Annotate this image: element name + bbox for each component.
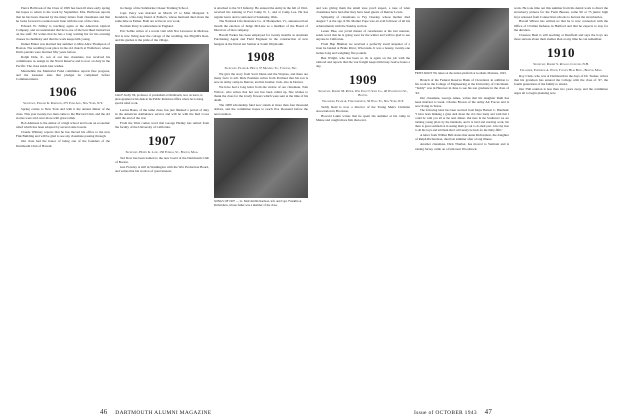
- paragraph: Ben Wright, who has been so ill, is again on the job with the railroad and reports that the war freight keeps him busy twelve hours a day.: [316, 55, 410, 69]
- left-column-2: [115, 6, 209, 400]
- paragraph: Lester Pike, our jovial master of ceremonies at the last reunion, sends word that he is going west for the winter and will be glad to see anyone in California.: [316, 28, 410, 42]
- class-year-heading: 1909: [349, 71, 377, 87]
- paragraph: Teddy Reid is now a director of the Young Men's Christian Association in Brockton.: [316, 104, 410, 113]
- paragraph: Another classmate, Dick Thurber, has moved to Vermont and is raising Jersey cattle on a farm near Woodstock.: [415, 142, 509, 151]
- paragraph: Edward W. Nibley is teaching again at the American Optical Company, and we understand that he is one of the best liked instructors on the staff. Ed writes that he has a long waiting list for his evening classes in chemistry and that the work keeps him young.: [16, 23, 110, 41]
- running-footer: DARTMOUTH ALUMNI MAGAZINE: [115, 410, 212, 416]
- paragraph: From Hap Hinman we received a perfectly swell snapshot of a trout he landed at Brule River, Wisconsin. It was a beauty, twenty-one inches long and weighing five pounds.: [316, 42, 410, 55]
- page-number: 46: [100, 408, 108, 416]
- photo-caption: John F. Kelly '06, professor of journalism at Dartmouth, now on leave, is photographed at his desk in the Public Relations Office where he is doing special relief work.: [115, 93, 204, 105]
- paragraph: From the West comes word that George Hadley has retired from the faculty of the University of California.: [115, 121, 209, 130]
- paragraph: Bob Atkinson is the author of a high school text book on economic relief which has been adopted by several state boards.: [16, 120, 110, 130]
- photo-caption: FRITZ ROOT '09, taken on the station platform at Gorham, Montana, 1943.: [415, 71, 507, 75]
- paragraph: Our 35th reunion is less than two years away, and the committee urges all to begin planning now.: [514, 87, 608, 96]
- col1-top-text: [16, 6, 110, 81]
- paragraph: Capt. Perry was married on March 27 to Miss Margaret T. Kendrick, a life-long friend of Esther's, whose husband died about the same time as Esther. Both are active in war work.: [115, 10, 209, 24]
- paragraph: Roy Clark, who was at Dartmouth in the days of Dr. Tucker, writes that his grandson has entered the College with the class of '47, the fourth generation of the family to attend.: [514, 73, 608, 87]
- paragraph: Eric Seible writes of a recent visit with Nat Lawrence in Melrose. Nat is now living near the cottage of the wedding, the Pilgrim's Rest, and his garden is the pride of the village.: [115, 29, 209, 42]
- paragraph: Our classmate, George Ames, writes that his daughter Ruth has been married to Lieut. Charles Brown of the Army Air Forces and is now living in Texas.: [415, 95, 509, 109]
- class-treasurer: Treasurer, Frederick A. Wood, Toole's Head Bldg., Boston, Mass.: [519, 67, 603, 72]
- portrait-photo: [115, 44, 209, 92]
- paragraph: Sympathy of classmates to Fay Chesley, whose mother died August 7 at the age of 96. Mother Pope was an avid follower of all his achievements with the Sunday section.: [316, 15, 410, 28]
- paragraph: Rolph Dale, Jr., son of our late classmate, has received his commission as ensign in the Naval Reserve and is now on duty in the Pacific. The class sends best wishes.: [16, 55, 110, 68]
- page-number: 47: [484, 408, 493, 416]
- paragraph: Lucius Bates, of the same class, has just finished a period of duty in the American Ambulance service and will be with the Red Cross until the end of the war.: [115, 107, 209, 121]
- class-secretary: Secretary, Henry K. Lane, 150 Federal St., Boston, Mass.: [125, 149, 199, 154]
- paragraph: The National Life Insurance Co. of Montpelier, Vt., announced last month the election of Judge McLane as a member of the Board of Directors of that company.: [214, 19, 308, 33]
- paragraph: Clarence Bent is still teaching at Deerfield and says the boys are more serious about their studies than at any time he can remember.: [514, 32, 608, 42]
- paragraph: Norman Perry is somewhere in England.: [120, 24, 174, 29]
- right-page-footer: [414, 408, 492, 416]
- class-treasurer: Treasurer, Frank A. Throckmorton, 50 Wall St., New York, N.Y.: [322, 98, 404, 103]
- portrait-photo: [415, 8, 509, 70]
- left-column-3: [214, 6, 308, 400]
- running-footer: Issue of OCTOBER 1943: [414, 410, 477, 416]
- paragraph: Ted Dow has been named to the new board of the Dartmouth Club of Boston.: [115, 155, 209, 164]
- paragraph: A letter from Wilbur Bell states that Anne Richardson, the daughter of Ralph Richardson, died last summer after a long illness.: [415, 133, 509, 142]
- letter-quote: The following letter has been received from Major Herbert C. Burnham: "I have been thinking a great deal about the old class lately and wish that I could be with you all at the next dinner. Out here in the Southwest we are training young pilots by the hundreds, and it is hard and exacting work, but there is great satisfaction in seeing them go out to do their part. Give my best to all the boys and tell them that I will surely be back for the thirty-fifth.": [415, 108, 509, 132]
- paragraph: Harold Parker has been employed for twenty months as Assistant Purchasing Agent and Field Engineer in the construction of new hangars at the Naval Air Station at South Weymouth.: [214, 32, 308, 46]
- paragraph: Branch of the Federal Reserve Bank of Cleveland, in addition to his work in the College of Engineering at the University of Cincinnati. "Teddy" was in Hanover in June to see his son graduate in the class of '43.: [415, 77, 509, 95]
- paragraph: We have had a long letter from the widow of our classmate, Tom Wilcox, who writes that her son has been called up. She wishes to thank the class for the lovely flowers which were sent at the time of his death.: [214, 85, 308, 103]
- right-page: [314, 0, 628, 420]
- paragraph: in charge of the Submarine Chaser Training School.: [120, 6, 189, 10]
- paragraph: Harold Wilson has written us that he is now connected with the Office of Civilian Defense in Hartford and that he expects to stay for the duration.: [514, 19, 608, 33]
- class-year-heading: 1906: [49, 84, 77, 100]
- photo-caption: SONGS OF 1907 — Lt. Malcolm Richardson, left, and Capt. Franklin A. Richardson, whose father was a member of the class.: [214, 199, 302, 207]
- paragraph: Gus Frawley is still in Washington with the War Production Board, and writes that his work is of great interest.: [115, 164, 209, 174]
- right-column-1: [316, 6, 410, 400]
- class-year-heading: 1908: [247, 48, 275, 64]
- class-year-heading: 1910: [547, 44, 575, 60]
- group-photo: [214, 118, 308, 198]
- paragraph: The 1908 scholarship fund now stands at more than four thousand dollars, and the committee hopes to reach five thousand before the next reunion.: [214, 103, 308, 116]
- paragraph: Our class had the honor of being one of the founders of the Dartmouth Club of Hawaii.: [16, 139, 110, 148]
- paragraph: Meanwhile the Memorial Fund committee reports fine progress, and the treasurer asks that pledges be completed before Commencement.: [16, 68, 110, 82]
- paragraph: Daniel Fisher was married last summer to Miss Alice Thompson of Boston. The wedding took place in the old church at Wolfeboro where Dan's parents were married fifty years before.: [16, 41, 110, 55]
- class-secretary: Secretary, Robert M. Ryder, Wm. Elliot's Sons Co., 40 Washington St., Boston.: [318, 88, 408, 97]
- paragraph: Spring comes to New York and with it the annual dinner of the class. This year twenty-two men came to the Harvard Club, and the old stories were told once more with great relish.: [16, 107, 110, 121]
- paragraph: work. He took time out this summer from his dental work to direct the strawberry pickers for the Farm Bureau, some 90 or 75 junior high boys released from Connecticut schools to harvest the strawberries.: [514, 6, 608, 19]
- left-page-footer: [100, 408, 211, 416]
- left-column-1: [16, 6, 110, 400]
- paragraph: Howard Lakin writes that he spent the summer at his camp in Maine and caught more fish than ever.: [316, 113, 410, 123]
- paragraph: We give the story from Scott Dunn and the Waynes, and there are many facts to tell. Dick Eastman writes from Portland that his son is now in Army camp in Denver, and his brother, Jack, also in Denver.: [214, 71, 308, 85]
- paragraph: is attached to the 513 Infantry. He entered the Army in the fall of 1941, received his training at Fort Camp N. J., and at Camp Lee. He has regular leave and is stationed at Sandusky, Ohio.: [214, 6, 308, 19]
- right-column-3: [514, 6, 608, 400]
- class-secretary: Secretary, Edward K. Robinson, 275 Park Ave., New York, N.Y.: [23, 101, 103, 106]
- class-year-heading: 1907: [148, 132, 176, 148]
- paragraph: Pierce Holbrook of the Class of 1905 has been ill since early spring but hopes to return to his work by September. Mrs. Holbrook reports that he has been cheered by the many letters from classmates and that he looks forward to reunion next June with the rest of the class.: [16, 6, 110, 23]
- paragraph: Claude Whitney reports that he has moved his office to the new Fisk Building and will be glad to see any classmate passing through.: [16, 130, 110, 139]
- class-secretary: Secretary, Robert S. Ronald, Concord, N.H.: [533, 61, 589, 66]
- paragraph: and was giving them the small tone you'd expect, a tone of what classmates have had after they have been guests of Denver Lewis.: [316, 6, 410, 15]
- right-column-2: [415, 6, 509, 400]
- class-secretary: Secretary, Frank A. Hinch, 57 Mandell St., Tonopah, Nev.: [224, 65, 298, 70]
